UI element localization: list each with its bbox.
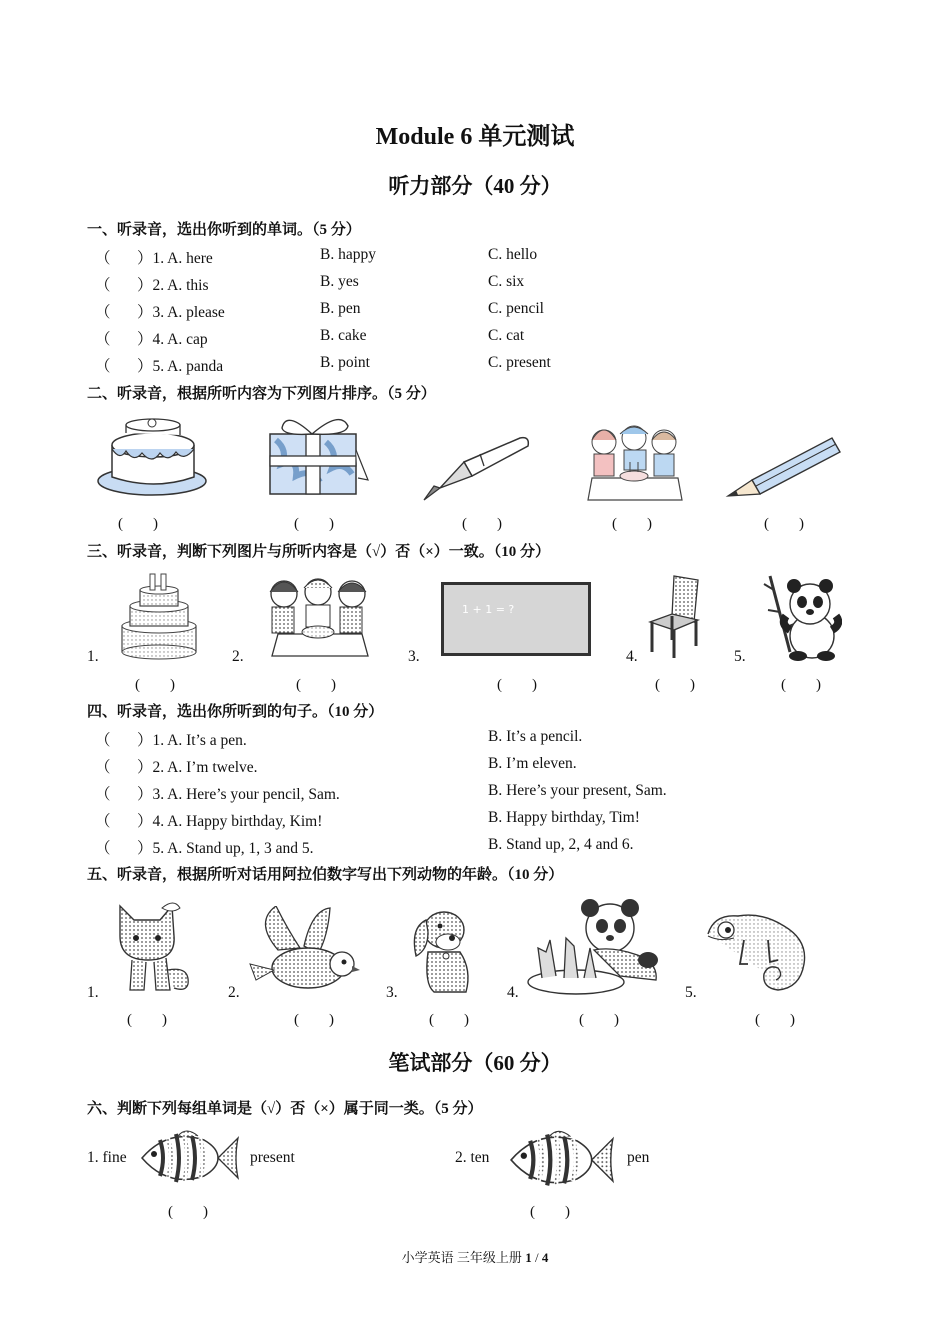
option-a: ）1. A. here	[137, 250, 213, 267]
cake-illustration	[96, 415, 212, 499]
answer-paren[interactable]: ( )	[781, 677, 821, 693]
word-right: present	[250, 1149, 295, 1166]
word-left: 1. fine	[87, 1149, 127, 1166]
answer-paren-open[interactable]: （	[95, 840, 111, 857]
answer-paren[interactable]: ( )	[462, 516, 502, 532]
option-c: C. six	[488, 273, 525, 290]
answer-paren[interactable]: ( )	[294, 516, 334, 532]
page-separator: /	[534, 1250, 539, 1265]
option-c: C. hello	[488, 246, 538, 263]
word-left: 2. ten	[455, 1149, 490, 1166]
fish-icon	[138, 1126, 242, 1192]
tiered-cake-illustration	[114, 570, 202, 662]
item-number: 2.	[232, 648, 244, 665]
section6-heading: 六、判断下列每组单词是（√）否（×）属于同一类。（5 分）	[87, 1101, 483, 1117]
gift-illustration	[262, 410, 372, 498]
item-number: 3.	[386, 984, 398, 1001]
option-b: B. Here’s your present, Sam.	[488, 782, 667, 799]
option-a: ）4. A. cap	[137, 331, 208, 348]
option-b: B. yes	[320, 273, 359, 290]
puppy-illustration	[406, 904, 478, 996]
page-footer	[0, 1247, 950, 1266]
fountain-pen-illustration	[420, 432, 532, 502]
answer-paren-open[interactable]: （	[95, 304, 111, 321]
answer-paren[interactable]: ( )	[168, 1204, 208, 1220]
answer-paren-open[interactable]: （	[95, 277, 111, 294]
kitten-illustration	[108, 900, 196, 996]
answer-paren[interactable]: ( )	[294, 1012, 334, 1028]
writing-header: 笔试部分（60 分）	[388, 1051, 562, 1075]
party-children-illustration	[262, 574, 374, 658]
answer-paren[interactable]: ( )	[530, 1204, 570, 1220]
option-b: B. I’m eleven.	[488, 755, 577, 772]
option-a: ）5. A. panda	[137, 358, 224, 375]
answer-paren[interactable]: ( )	[296, 677, 336, 693]
section3-heading: 三、听录音，判断下列图片与所听内容是（√）否（×）一致。（10 分）	[87, 544, 551, 560]
blackboard	[441, 582, 591, 656]
option-c: C. present	[488, 354, 551, 371]
page-total: 4	[541, 1250, 549, 1265]
item-number: 2.	[228, 984, 240, 1001]
chair-illustration	[646, 572, 704, 660]
chameleon-illustration	[704, 906, 814, 998]
answer-paren[interactable]: ( )	[579, 1012, 619, 1028]
answer-paren-open[interactable]: （	[95, 331, 111, 348]
answer-paren-open[interactable]: （	[95, 250, 111, 267]
item-number: 4.	[507, 984, 519, 1001]
pencil-illustration	[724, 434, 844, 498]
answer-paren-open[interactable]: （	[95, 358, 111, 375]
item-number: 1.	[87, 984, 99, 1001]
option-c: C. cat	[488, 327, 525, 344]
panda-eating-illustration	[524, 894, 664, 998]
page-number: 1	[525, 1250, 532, 1265]
option-b: B. pen	[320, 300, 361, 317]
option-a: ）3. A. please	[137, 304, 225, 321]
item-number: 5.	[734, 648, 746, 665]
answer-paren[interactable]: ( )	[497, 677, 537, 693]
option-b: B. happy	[320, 246, 376, 263]
option-b: B. cake	[320, 327, 367, 344]
answer-paren[interactable]: ( )	[429, 1012, 469, 1028]
bird-illustration	[248, 906, 360, 996]
option-b: B. It’s a pencil.	[488, 728, 583, 745]
page-title: Module 6 单元测试	[375, 124, 575, 150]
section1-heading: 一、听录音，选出你听到的单词。（5 分）	[87, 222, 361, 238]
option-b: B. Happy birthday, Tim!	[488, 809, 640, 826]
option-b: B. point	[320, 354, 370, 371]
answer-paren-open[interactable]: （	[95, 786, 111, 803]
section5-heading: 五、听录音，根据所听对话用阿拉伯数字写出下列动物的年龄。（10 分）	[87, 867, 564, 883]
option-a: ）3. A. Here’s your pencil, Sam.	[137, 786, 340, 803]
section4-heading: 四、听录音，选出你所听到的句子。（10 分）	[87, 704, 384, 720]
answer-paren[interactable]: ( )	[118, 516, 158, 532]
option-a: ）1. A. It’s a pen.	[137, 732, 247, 749]
item-number: 5.	[685, 984, 697, 1001]
section2-heading: 二、听录音，根据所听内容为下列图片排序。（5 分）	[87, 386, 436, 402]
birthday-party-illustration	[584, 420, 688, 504]
option-a: ）2. A. this	[137, 277, 209, 294]
fish-icon	[502, 1126, 622, 1196]
answer-paren[interactable]: ( )	[755, 1012, 795, 1028]
word-right: pen	[627, 1149, 650, 1166]
answer-paren[interactable]: ( )	[135, 677, 175, 693]
answer-paren[interactable]: ( )	[612, 516, 652, 532]
item-number: 4.	[626, 648, 638, 665]
answer-paren[interactable]: ( )	[655, 677, 695, 693]
item-number: 3.	[408, 648, 420, 665]
option-a: ）4. A. Happy birthday, Kim!	[137, 813, 323, 830]
option-a: ）2. A. I’m twelve.	[137, 759, 258, 776]
answer-paren[interactable]: ( )	[764, 516, 804, 532]
listening-header: 听力部分（40 分）	[388, 174, 562, 198]
answer-paren-open[interactable]: （	[95, 732, 111, 749]
answer-paren-open[interactable]: （	[95, 759, 111, 776]
panda-bamboo-illustration	[760, 572, 842, 662]
option-a: ）5. A. Stand up, 1, 3 and 5.	[137, 840, 314, 857]
option-b: B. Stand up, 2, 4 and 6.	[488, 836, 634, 853]
answer-paren-open[interactable]: （	[95, 813, 111, 830]
answer-paren[interactable]: ( )	[127, 1012, 167, 1028]
option-c: C. pencil	[488, 300, 544, 317]
item-number: 1.	[87, 648, 99, 665]
footer-text: 小学英语 三年级上册	[401, 1250, 522, 1265]
blackboard-text: 1 + 1 = ?	[462, 603, 515, 616]
